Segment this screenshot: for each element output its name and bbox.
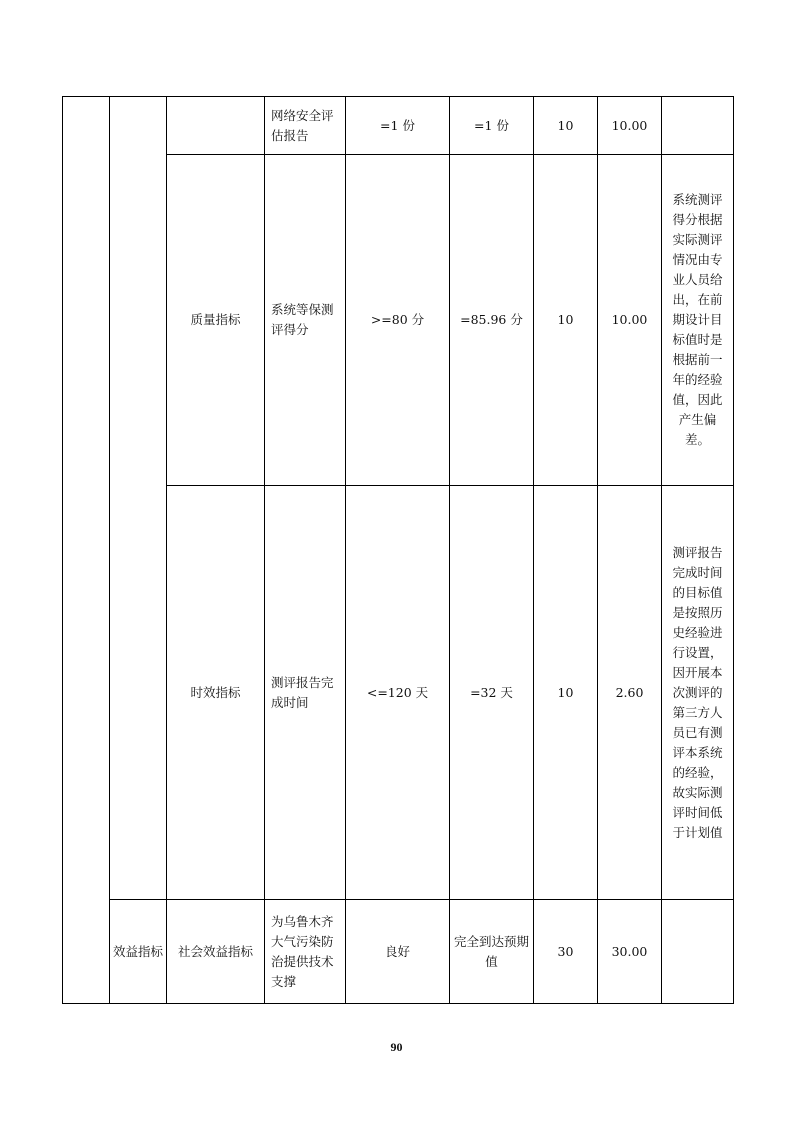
indicator-cell: 系统等保测评得分 (265, 155, 346, 486)
target-value-cell: 良好 (346, 900, 450, 1004)
deviation-note-cell: 测评报告完成时间的目标值是按照历史经验进行设置，因开展本次测评的第三方人员已有测评本系统的经验，故实际测评时间低于计划值 (662, 486, 734, 900)
table-row (63, 900, 734, 1004)
score-cell: 2.60 (598, 486, 662, 900)
deviation-note-cell: 系统测评得分根据实际测评情况由专业人员给出，在前期设计目标值时是根据前一年的经验值，因此产生偏差。 (662, 155, 734, 486)
score-cell: 10.00 (598, 97, 662, 155)
actual-value-cell: =32 天 (450, 486, 534, 900)
level3-category-cell: 社会效益指标 (167, 900, 265, 1004)
target-value-cell: <=120 天 (346, 486, 450, 900)
level2-category-cell (110, 97, 167, 900)
score-cell: 10.00 (598, 155, 662, 486)
performance-indicator-table (62, 96, 734, 1004)
actual-value-cell: 完全到达预期值 (450, 900, 534, 1004)
level2-category-cell: 效益指标 (110, 900, 167, 1004)
actual-value-cell: =1 份 (450, 97, 534, 155)
page-number: 90 (390, 1040, 403, 1054)
target-value-cell: =1 份 (346, 97, 450, 155)
indicator-cell: 网络安全评估报告 (265, 97, 346, 155)
level3-category-cell: 质量指标 (167, 155, 265, 486)
indicator-cell: 测评报告完成时间 (265, 486, 346, 900)
level1-category-cell (63, 97, 110, 1004)
actual-value-cell: =85.96 分 (450, 155, 534, 486)
deviation-note-cell (662, 900, 734, 1004)
target-value-cell: >=80 分 (346, 155, 450, 486)
weight-cell: 10 (534, 97, 598, 155)
weight-cell: 30 (534, 900, 598, 1004)
deviation-note-cell (662, 97, 734, 155)
level3-category-cell: 时效指标 (167, 486, 265, 900)
level3-category-cell (167, 97, 265, 155)
table-row (63, 97, 734, 155)
score-cell: 30.00 (598, 900, 662, 1004)
weight-cell: 10 (534, 155, 598, 486)
weight-cell: 10 (534, 486, 598, 900)
indicator-cell: 为乌鲁木齐大气污染防治提供技术支撑 (265, 900, 346, 1004)
